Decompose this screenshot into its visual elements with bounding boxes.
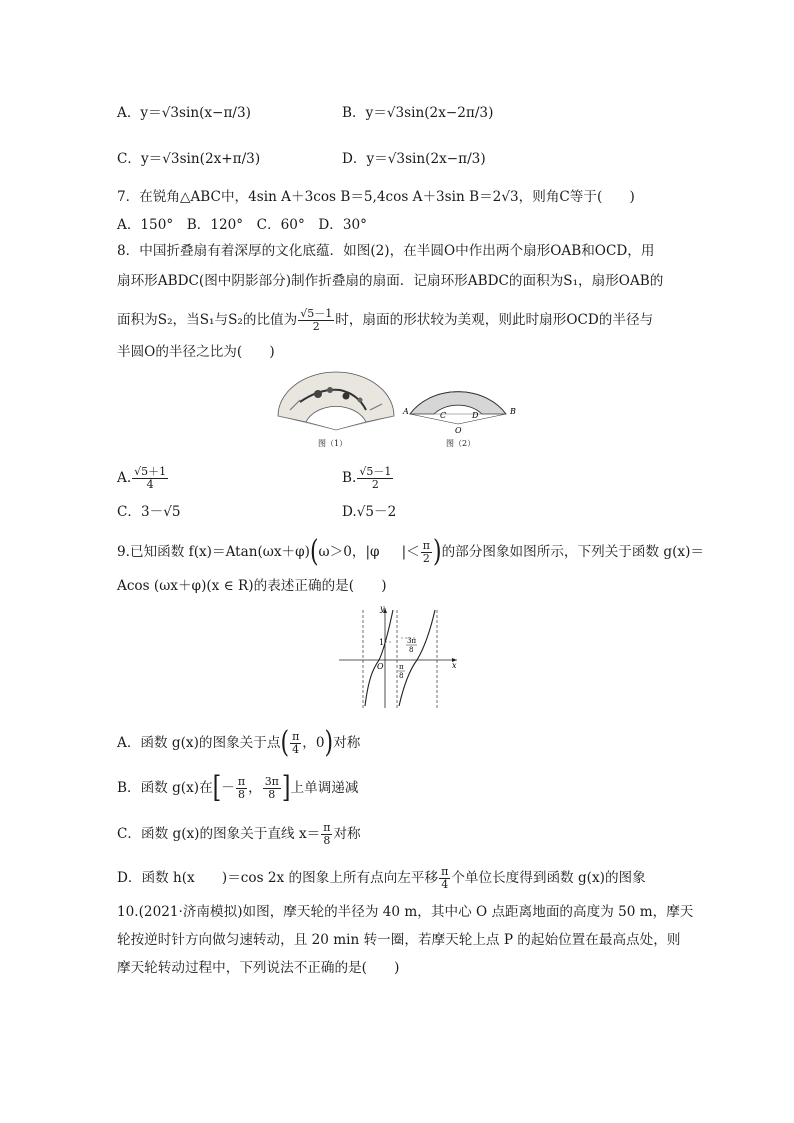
q8-b-den: 2 <box>371 478 379 491</box>
q9-option-b: B．函数 g(x)在[－ $\frac{\pi}{8}$ ， $\frac{3\pi}{8}$ ]上单调递减 <box>117 770 359 805</box>
q8-ratio-num: √5－1 <box>300 307 333 320</box>
q9-a-den: 4 <box>292 743 300 756</box>
q9-a-fraction <box>290 731 301 756</box>
sector-diagram <box>410 392 506 424</box>
q10-line2: 轮按逆时针方向做匀速转动，且 20 min 转一圈，若摩天轮上点 P 的起始位置在最高点处，则 <box>117 932 681 948</box>
q9-d-num: π <box>441 865 449 878</box>
q8-line1: 8．中国折叠扇有着深厚的文化底蕴．如图(2)，在半圆O中作出两个扇形OAB和OCD，用 <box>117 243 655 259</box>
one-label: 1 <box>379 638 385 647</box>
q9-option-c <box>117 822 361 847</box>
tan-branch-2 <box>399 610 435 706</box>
q8-option-d: D.√5－2 <box>342 504 397 520</box>
q6-option-c <box>117 150 260 168</box>
q8-b-fraction <box>357 466 393 491</box>
q9-a-pre: A．函数 g(x)的图象关于点 <box>117 735 281 751</box>
label-D: D <box>472 411 479 420</box>
q7-stem: 7．在锐角△ABC中，4sin A＋3cos B＝5,4cos A＋3sin B＝2√3，则角C等于( ) <box>117 189 635 205</box>
q7-choices: A．150° B．120° C．60° D．30° <box>117 217 367 233</box>
q8-line4: 半圆O的半径之比为( ) <box>117 344 275 360</box>
q8-b-label: B. <box>342 470 357 486</box>
label-C: C <box>440 411 447 420</box>
q6-b-label: B． <box>342 105 366 121</box>
q9-option-d <box>117 866 646 891</box>
q9-pi2-den: 2 <box>422 552 430 565</box>
q9-a-mid: ，0 <box>302 735 325 751</box>
q9-c-post: 对称 <box>333 826 361 842</box>
q8-a-label: A. <box>117 470 132 486</box>
q9-d-fraction <box>439 866 450 891</box>
q6-d-expr: y＝√3sin(2x−π/3) <box>366 151 486 167</box>
pi8-den: 8 <box>399 672 404 680</box>
q6-option-b <box>342 104 493 122</box>
q6-b-expr: y＝√3sin(2x−2π/3) <box>365 105 494 121</box>
q9-d-den: 4 <box>441 878 449 891</box>
tan-branch-1 <box>365 610 393 706</box>
q9-b-den2: 8 <box>268 788 276 801</box>
q9-b-den1: 8 <box>237 788 245 801</box>
q8-option-b <box>342 466 394 491</box>
origin-label: O <box>377 662 384 671</box>
q9-c-den: 8 <box>323 834 331 847</box>
q9-line1-a: 9.已知函数 f(x)＝Atan(ωx＋φ) <box>117 544 310 560</box>
q8-a-fraction <box>132 466 168 491</box>
q8-a-den: 4 <box>146 478 154 491</box>
q8-option-c: C．3－√5 <box>117 504 181 520</box>
q9-line1-d: 的部分图象如图所示，下列关于函数 g(x)＝ <box>441 544 704 560</box>
q9-line1-b: ω＞0，|φ <box>318 544 380 560</box>
q9-line2: Acos (ωx＋φ)(x ∈ R)的表述正确的是( ) <box>117 578 387 594</box>
q8-a-num: √5＋1 <box>134 465 167 478</box>
q9-pi2-num: π <box>422 539 430 552</box>
q8-ratio-den: 2 <box>312 320 320 333</box>
q6-option-d <box>342 150 486 168</box>
y-label: y <box>380 604 385 613</box>
q6-d-label: D． <box>342 151 367 167</box>
q10-line3: 摩天轮转动过程中，下列说法不正确的是( ) <box>117 960 400 976</box>
q6-c-label: C． <box>117 151 141 167</box>
q9-a-num: π <box>292 730 300 743</box>
q8-b-num: √5－1 <box>359 465 392 478</box>
q8-line2: 扇环形ABDC(图中阴影部分)制作折叠扇的扇面．记扇环形ABDC的面积为S₁，扇形OAB的 <box>117 273 664 289</box>
q9-tan-graph <box>335 602 465 712</box>
q9-b-num2: 3π <box>264 775 279 788</box>
q9-line1: 9.已知函数 f(x)＝Atan(ωx＋φ)(ω＞0，|φ |＜ $\frac{\pi}{2}$ )的部分图象如图所示，下列关于函数 g(x)＝ <box>117 534 704 569</box>
q6-a-label: A． <box>117 105 141 121</box>
q9-d-post: 个单位长度得到函数 g(x)的图象 <box>451 870 646 886</box>
q9-c-pre: C．函数 g(x)的图象关于直线 x＝ <box>117 826 321 842</box>
label-O: O <box>455 426 462 435</box>
q9-b-pre: B．函数 g(x)在 <box>117 780 213 796</box>
q6-c-expr: y＝√3sin(2x+π/3) <box>141 151 261 167</box>
fan-illustration <box>278 372 394 430</box>
q8-ratio-fraction <box>298 308 334 333</box>
q9-line1-c: |＜ <box>401 544 420 560</box>
x-label: x <box>452 661 457 670</box>
fig1-caption: 图（1） <box>318 439 348 448</box>
pi8-num: π <box>399 663 404 671</box>
fig2-caption: 图（2） <box>446 439 476 448</box>
q8-option-a <box>117 466 169 491</box>
q10-line1: 10.(2021·济南模拟)如图，摩天轮的半径为 40 m，其中心 O 点距离地面的高度为 50 m，摩天 <box>117 904 694 920</box>
q6-option-a <box>117 104 251 122</box>
q9-pi2-fraction <box>421 540 432 565</box>
q9-b-fraction-2 <box>263 776 281 801</box>
q6-a-expr: y＝√3sin(x−π/3) <box>140 105 251 121</box>
threepi8-den: 8 <box>409 646 414 654</box>
q8-line3-a: 面积为S₂，当S₁与S₂的比值为 <box>117 312 298 328</box>
q9-b-post: 上单调递减 <box>290 780 359 796</box>
q9-a-post: 对称 <box>333 735 361 751</box>
q9-option-a: A．函数 g(x)的图象关于点( $\frac{\pi}{4}$ ，0)对称 <box>117 725 361 760</box>
q9-c-num: π <box>323 821 331 834</box>
q8-figures <box>270 370 530 452</box>
q8-line3 <box>117 308 653 333</box>
label-A: A <box>403 407 409 416</box>
label-B: B <box>510 407 516 416</box>
q9-d-pre: D．函数 h(x )＝cos 2x 的图象上所有点向左平移 <box>117 870 439 886</box>
q9-b-num1: π <box>237 775 246 788</box>
q9-c-fraction <box>321 822 332 847</box>
q9-b-fraction-1 <box>236 776 247 801</box>
threepi8-num: 3π <box>407 637 417 645</box>
q8-line3-b: 时，扇面的形状较为美观，则此时扇形OCD的半径与 <box>335 312 654 328</box>
